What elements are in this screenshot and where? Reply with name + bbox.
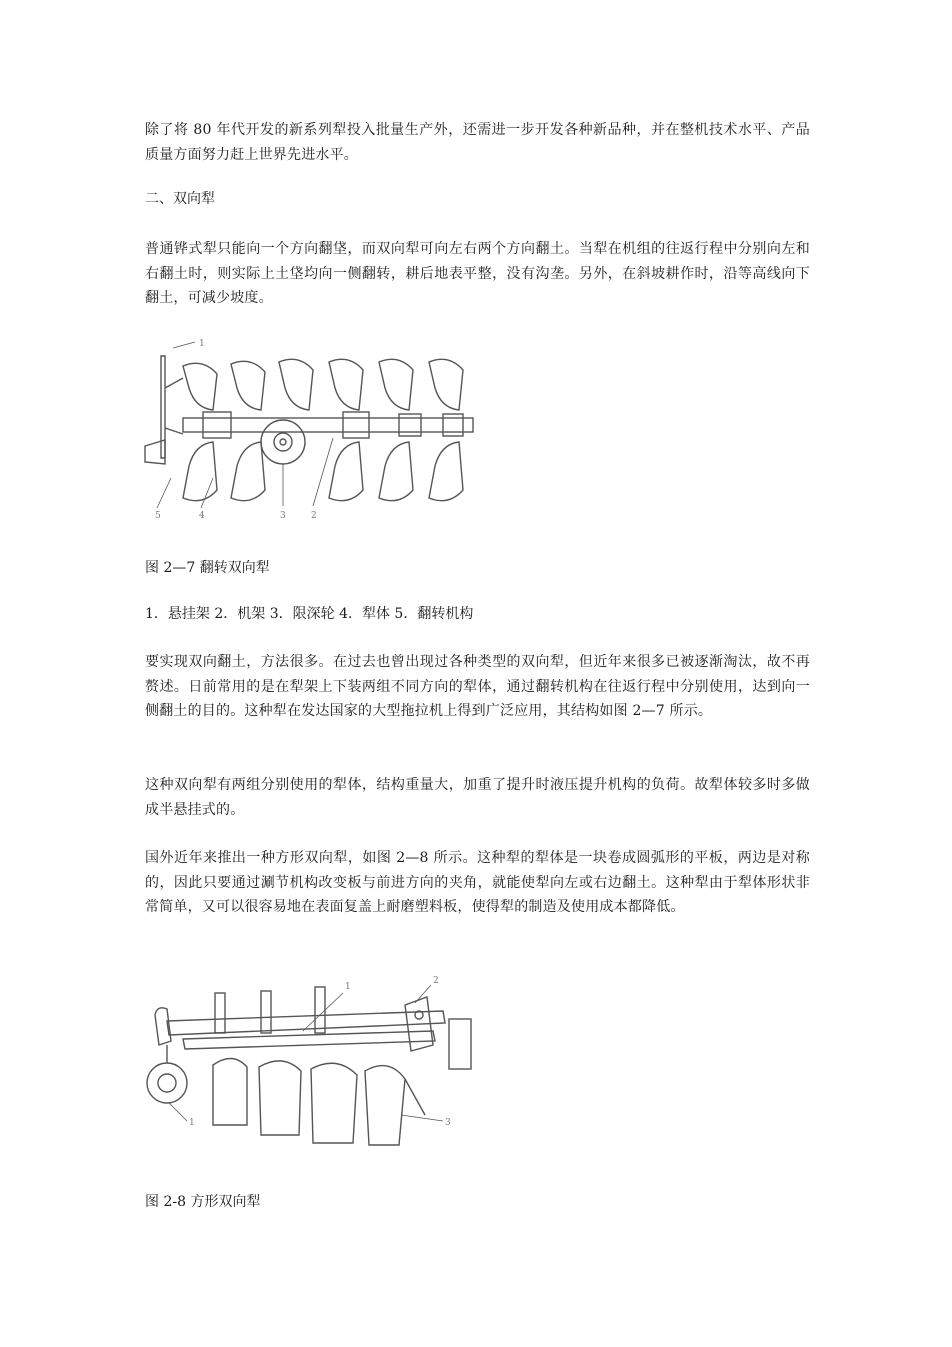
figure2-caption: 图 2-8 方形双向犁 bbox=[145, 1194, 261, 1210]
figure2-label-3: 3 bbox=[445, 1118, 451, 1128]
figure2-label-1-wheel: 1 bbox=[189, 1118, 195, 1128]
figure1-label-5: 5 bbox=[155, 511, 161, 521]
paragraph-weight: 这种双向犁有两组分别使用的犁体，结构重量大，加重了提升时液压提升机构的负荷。故犁体较多时多做成半悬挂式的。 bbox=[145, 777, 810, 818]
figure1-label-4: 4 bbox=[199, 511, 205, 521]
square-plow-drawing bbox=[143, 975, 483, 1165]
paragraph-bidirectional-plow: 普通铧式犁只能向一个方向翻垡，而双向犁可向左右两个方向翻土。当犁在机组的往返行程中分别向左和右翻土时，则实际上土垡均向一侧翻转，耕后地表平整，没有沟垄。另外，在斜坡耕作时，沿等高线向下翻土，可减少坡度。 bbox=[145, 241, 810, 306]
figure-square-plow bbox=[143, 975, 483, 1165]
figure1-caption: 图 2—7 翻转双向犁 bbox=[145, 560, 270, 576]
reversible-plow-drawing bbox=[143, 338, 483, 528]
figure2-label-2: 2 bbox=[433, 976, 439, 986]
paragraph-implementation: 要实现双向翻土，方法很多。在过去也曾出现过各种类型的双向犁，但近年来很多已被逐渐淘汰，故不再赘述。日前常用的是在犁架上下装两组不同方向的犁体，通过翻转机构在往返行程中分别使用，达到向一侧翻土的目的。这种犁在发达国家的大型拖拉机上得到广泛应用，其结构如图 2—7 所示。 bbox=[145, 654, 810, 719]
figure-reversible-plow bbox=[143, 338, 483, 528]
figure1-label-2: 2 bbox=[311, 511, 317, 521]
figure1-legend: 1．悬挂架 2．机架 3．限深轮 4．犁体 5．翻转机构 bbox=[145, 606, 474, 622]
figure2-label-1-top: 1 bbox=[345, 982, 351, 992]
paragraph-intro: 除了将 80 年代开发的新系列犁投入批量生产外，还需进一步开发各种新品种，并在整机技术水平、产品质量方面努力赶上世界先进水平。 bbox=[145, 122, 810, 163]
figure1-label-1: 1 bbox=[199, 339, 205, 349]
paragraph-square-plow: 国外近年来推出一种方形双向犁，如图 2—8 所示。这种犁的犁体是一块卷成圆弧形的平板，两边是对称的，因此只要通过涮节机构改变板与前进方向的夹角，就能使犁向左或右边翻土。这种犁由于犁体形状非常简单，又可以很容易地在表面复盖上耐磨塑料板，使得犁的制造及使用成本都降低。 bbox=[145, 850, 810, 915]
section-heading: 二、双向犁 bbox=[145, 191, 215, 207]
figure1-label-3: 3 bbox=[280, 511, 286, 521]
